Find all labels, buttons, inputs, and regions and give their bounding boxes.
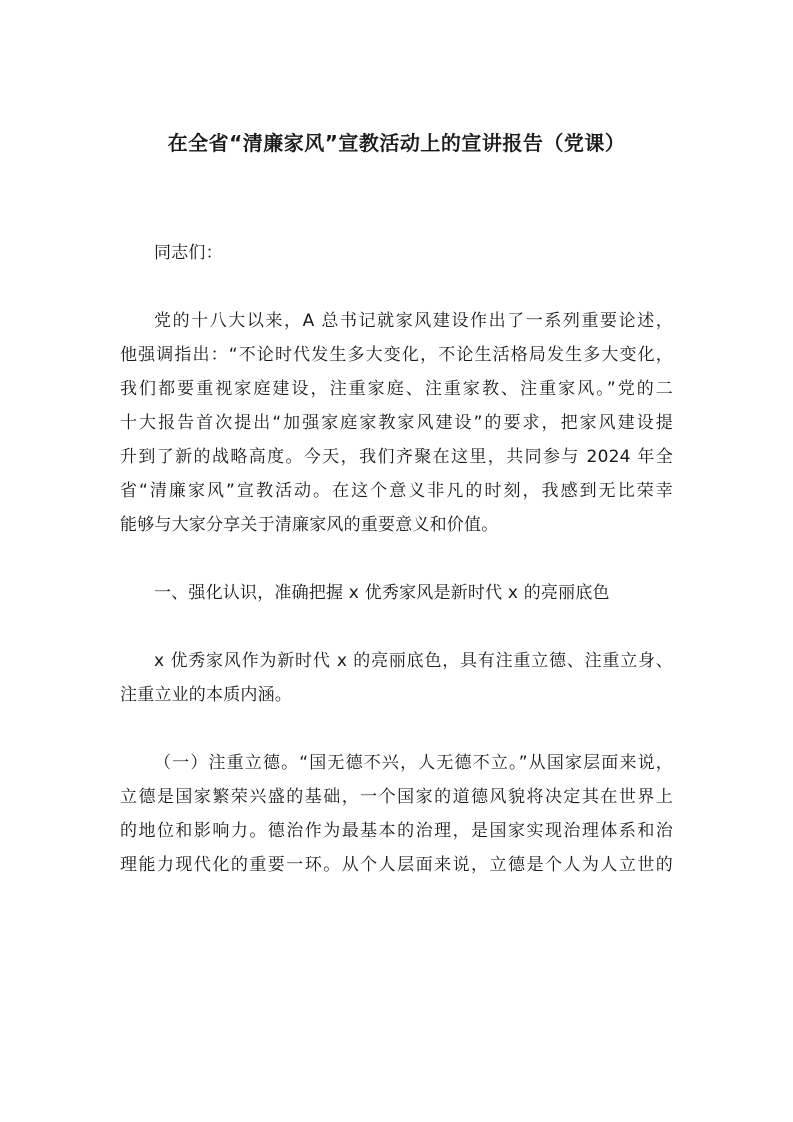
paragraph-line: 理能力现代化的重要一环。从个人层面来说，立德是个人为人立世的: [120, 855, 673, 875]
paragraph-line: 他强调指出：“不论时代发生多大变化，不论生活格局发生多大变化，: [120, 345, 673, 365]
paragraph-line: 十大报告首次提出“加强家庭家教家风建设”的要求，把家风建设提: [120, 413, 673, 433]
paragraph-gap: [120, 712, 673, 746]
paragraph-line: 的地位和影响力。德治作为最基本的治理，是国家实现治理体系和治: [120, 821, 673, 841]
paragraph-line: 我们都要重视家庭建设，注重家庭、注重家教、注重家风。”党的二: [120, 379, 673, 399]
paragraph-gap: [120, 610, 673, 644]
paragraph-line: 立德是国家繁荣兴盛的基础，一个国家的道德风貌将决定其在世界上: [120, 787, 673, 807]
paragraph-line: （一）注重立德。“国无德不兴，人无德不立。”从国家层面来说，: [154, 753, 673, 773]
paragraph-line: 省“清廉家风”宣教活动。在这个意义非凡的时刻，我感到无比荣幸: [120, 481, 673, 501]
greeting-text: 同志们：: [154, 243, 223, 263]
paragraph-line: 能够与大家分享关于清廉家风的重要意义和价值。: [120, 515, 499, 535]
paragraph-2: [120, 644, 673, 712]
paragraph-1: [120, 304, 673, 542]
section-heading-text: 一、强化认识，准确把握 x 优秀家风是新时代 x 的亮丽底色: [154, 583, 610, 603]
section-heading-1: [120, 576, 673, 610]
paragraph-3: [120, 746, 673, 882]
paragraph-line: 党的十八大以来，A 总书记就家风建设作出了一系列重要论述，: [154, 311, 673, 331]
paragraph-gap: [120, 542, 673, 576]
greeting: [120, 236, 673, 270]
paragraph-line: x 优秀家风作为新时代 x 的亮丽底色，具有注重立德、注重立身、: [154, 651, 673, 671]
paragraph-gap: [120, 270, 673, 304]
document-title: 在全省“清廉家风”宣教活动上的宣讲报告（党课）: [167, 131, 626, 155]
document-body: [120, 236, 673, 882]
paragraph-line: 注重立业的本质内涵。: [120, 685, 292, 705]
paragraph-line: 升到了新的战略高度。今天，我们齐聚在这里，共同参与 2024 年全: [120, 447, 673, 467]
